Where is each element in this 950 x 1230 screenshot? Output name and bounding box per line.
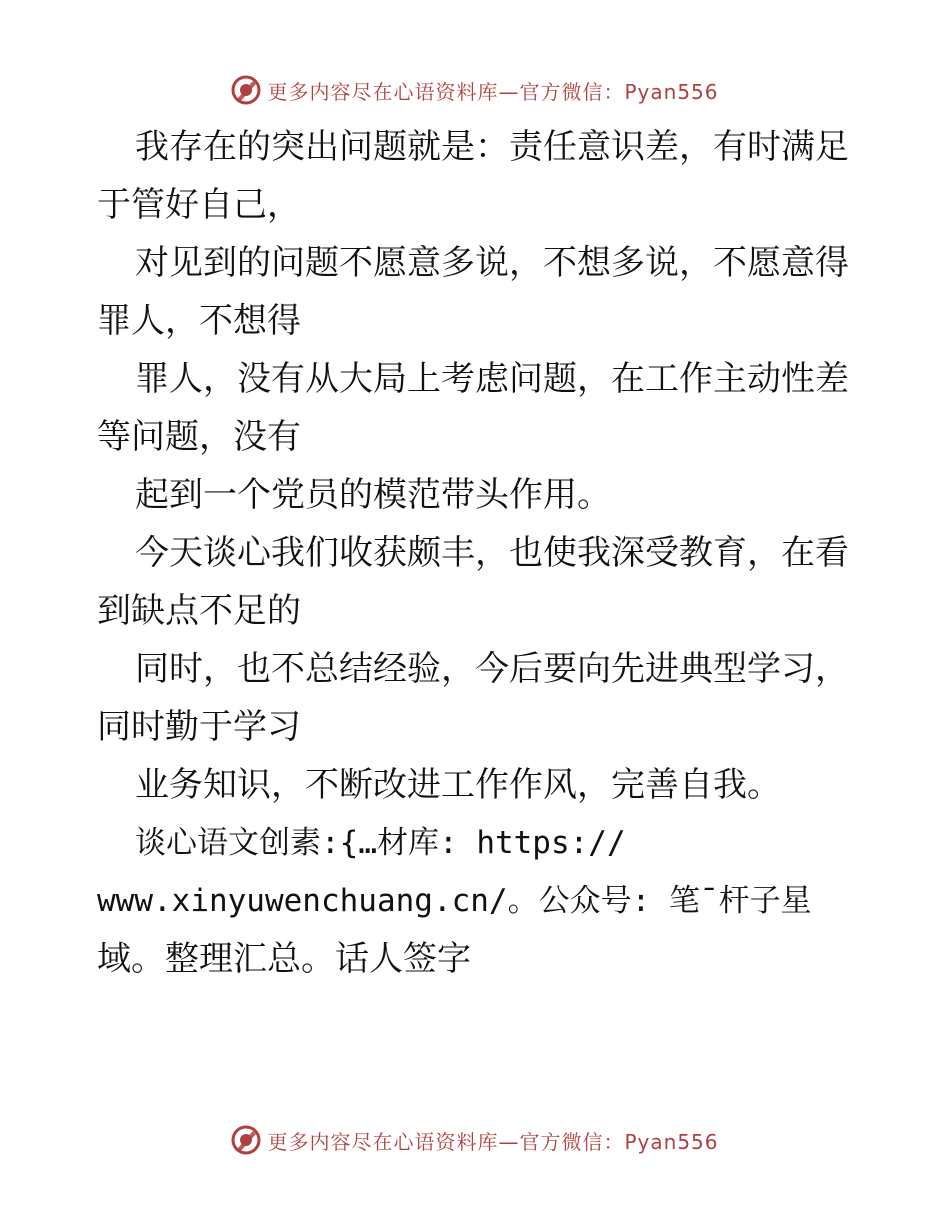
body-line: 我存在的突出问题就是：责任意识差，有时满足 [135,127,849,167]
header-wechat-id: Pyan556 [624,79,719,104]
footer-banner-text: 更多内容尽在心语资料库—官方微信：Pyan556 [267,1129,719,1154]
brand-logo-icon [231,1125,261,1155]
body-line: 等问题，没有 [97,417,301,457]
body-line: 对见到的问题不愿意多说，不想多说，不愿意得 [135,243,849,283]
body-line: 域。整理汇总。话人签字 [97,939,471,979]
body-line-url: www.xinyuwenchuang.cn/。公众号: 笔¯杆子星 [97,883,812,919]
body-line-source: 谈心语文创素:{…材库: https:// [135,825,626,861]
header-banner-text: 更多内容尽在心语资料库—官方微信：Pyan556 [267,79,719,104]
header-banner [0,70,950,110]
brand-logo-icon [231,75,261,105]
body-line: 到缺点不足的 [97,591,301,631]
body-line: 于管好自己， [97,185,301,225]
body-line: 起到一个党员的模范带头作用。 [135,475,611,515]
footer-wechat-id: Pyan556 [624,1129,719,1154]
body-line: 同时勤于学习 [97,707,301,747]
body-line: 同时，也不总结经验，今后要向先进典型学习， [135,649,849,689]
body-line: 业务知识，不断改进工作作风，完善自我。 [135,765,781,805]
document-body [97,118,857,988]
footer-banner [0,1120,950,1160]
body-line: 今天谈心我们收获颇丰，也使我深受教育，在看 [135,533,849,573]
body-line: 罪人，不想得 [97,301,301,341]
body-line: 罪人，没有从大局上考虑问题，在工作主动性差 [135,359,849,399]
